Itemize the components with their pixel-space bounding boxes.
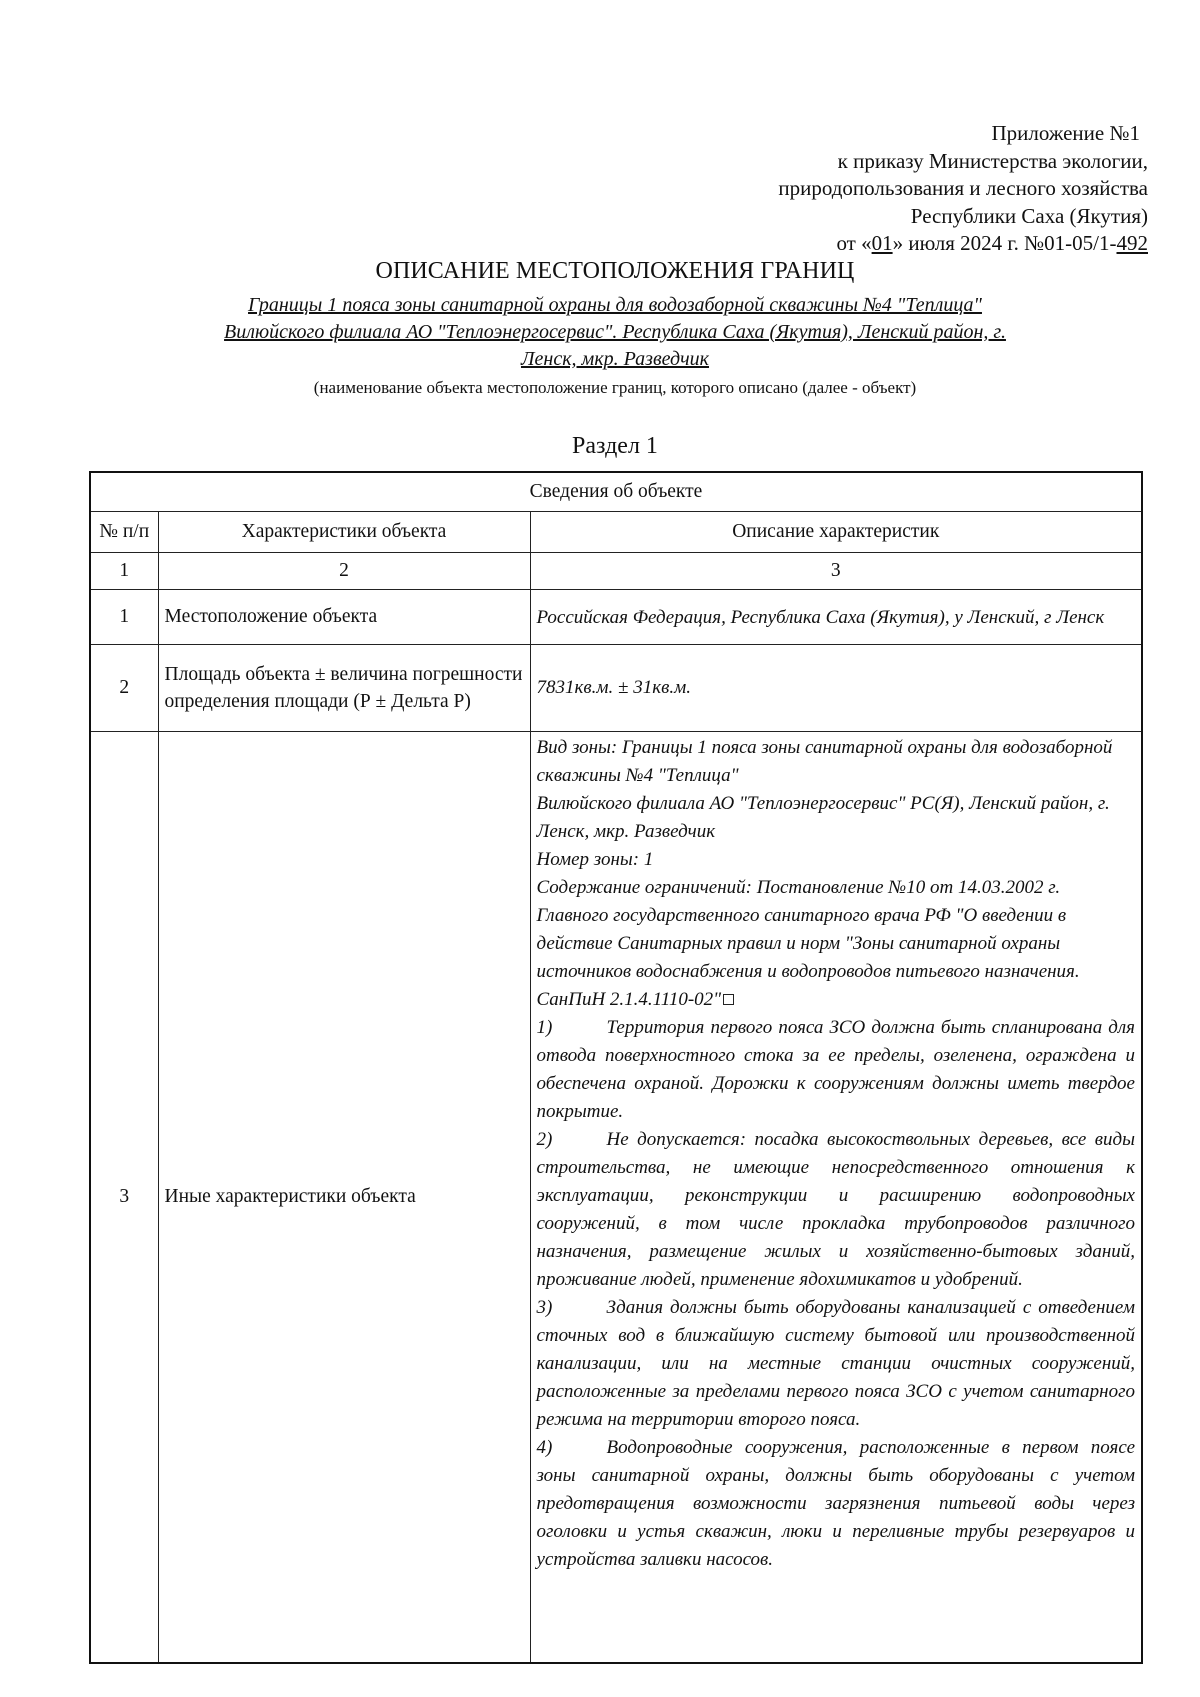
approval-line-ministry: природопользования и лесного хозяйства [778,176,1148,200]
zone-branch-line: Вилюйского филиала АО "Теплоэнергосервис" РС(Я), Ленский район, г. Ленск, мкр. Разведчик [536,793,1110,842]
zone-number-line: Номер зоны: 1 [536,849,654,870]
restriction-item-number: 2) [536,1129,553,1150]
object-name-line: Ленск, мкр. Разведчик [520,348,710,370]
approval-line-order: к приказу Министерства экологии, [837,148,1148,173]
approval-date-mid: » июля 2024 г. №01-05/1- [892,231,1117,255]
restriction-item-text: Здания должны быть оборудованы канализацией с отведением сточных вод в ближайшую систему бытовой или производственной канализации, или на местные станции очистных сооружений, расположенные за пределами первого пояса ЗСО с учетом санитарного режима на территории второго пояса. [536,1297,1135,1430]
row-number: 1 [90,590,158,645]
row-description: 7831кв.м. ± 31кв.м. [530,645,1142,732]
restrictions-line [537,874,1136,1014]
table-title-row [90,472,1142,512]
restriction-item-number: 3) [536,1297,553,1318]
column-number: 3 [530,553,1142,590]
object-name-line: Вилюйского филиала АО "Теплоэнергосервис". Республика Саха (Якутия), Ленский район, г. [224,321,1006,343]
row-description [530,732,1142,1664]
row-characteristic: Площадь объекта ± величина погрешности определения площади (Р ± Дельта Р) [158,645,530,732]
restriction-item-text: Водопроводные сооружения, расположенные в первом поясе зоны санитарной охраны, должны быть оборудованы с учетом предотвращения возможности загрязнения питьевой воды через оголовки и устья скважин, люки и переливные трубы резервуаров и устройства заливки насосов. [536,1437,1135,1570]
table-column-numbers-row [90,553,1142,590]
table-row [90,732,1142,1664]
approval-date-day: 01 [871,231,893,255]
restriction-item [537,1014,1136,1126]
restriction-item [537,1434,1136,1574]
approval-date-prefix: от « [836,231,872,255]
header-characteristic: Характеристики объекта [158,512,530,553]
approval-block [528,120,1148,258]
restriction-item-number: 1) [536,1017,553,1038]
table-row [90,590,1142,645]
restriction-item [537,1294,1136,1434]
restriction-item-number: 4) [536,1437,553,1458]
section-title: Раздел 1 [572,433,658,459]
object-name [170,292,1060,373]
approval-line-republic: Республики Саха (Якутия) [910,203,1148,228]
table-title: Сведения об объекте [90,472,1142,512]
restriction-item [537,1126,1136,1294]
missing-glyph-icon [723,994,734,1005]
row-number: 2 [90,645,158,732]
header-description: Описание характеристик [530,512,1142,553]
other-characteristics-description [533,732,1140,1586]
row-number: 3 [90,732,158,1664]
approval-line-annex: Приложение №1 [991,121,1140,145]
restrictions-text: Содержание ограничений: Постановление №10 от 14.03.2002 г. Главного государственного санитарного врача РФ "О введении в действие Санитарных правил и норм "Зоны санитарной охраны источников водоснабжения и водопроводов питьевого назначения. СанПиН 2.1.4.1110-02" [536,877,1080,1010]
restriction-item-text: Территория первого пояса ЗСО должна быть спланирована для отвода поверхностного стока за ее пределы, озеленена, ограждена и обеспечена охраной. Дорожки к сооружениям должны иметь твердое покрытие. [536,1017,1135,1122]
row-description: Российская Федерация, Республика Саха (Якутия), у Ленский, г Ленск [530,590,1142,645]
column-number: 1 [90,553,158,590]
object-info-table [89,471,1143,1664]
row-characteristic: Иные характеристики объекта [158,732,530,1664]
approval-order-number: 492 [1116,231,1148,255]
table-row [90,645,1142,732]
document-title: ОПИСАНИЕ МЕСТОПОЛОЖЕНИЯ ГРАНИЦ [375,258,855,284]
table-header-row [90,512,1142,553]
header-number: № п/п [90,512,158,553]
approval-date-line [528,230,1148,258]
column-number: 2 [158,553,530,590]
row-characteristic: Местоположение объекта [158,590,530,645]
restriction-item-text: Не допускается: посадка высокоствольных деревьев, все виды строительства, не имеющие непосредственного отношения к эксплуатации, реконструкции и расширению водопроводных сооружений, в том числе прокладка трубопроводов различного назначения, размещение жилых и хозяйственно-бытовых зданий, проживание людей, применение ядохимикатов и удобрений. [536,1129,1135,1290]
zone-type-line: Вид зоны: Границы 1 пояса зоны санитарной охраны для водозаборной скважины №4 "Теплица" [536,737,1113,786]
object-name-caption: (наименование объекта местоположение границ, которого описано (далее - объект) [313,378,917,397]
object-name-line: Границы 1 пояса зоны санитарной охраны для водозаборной скважины №4 "Теплица" [248,294,982,316]
